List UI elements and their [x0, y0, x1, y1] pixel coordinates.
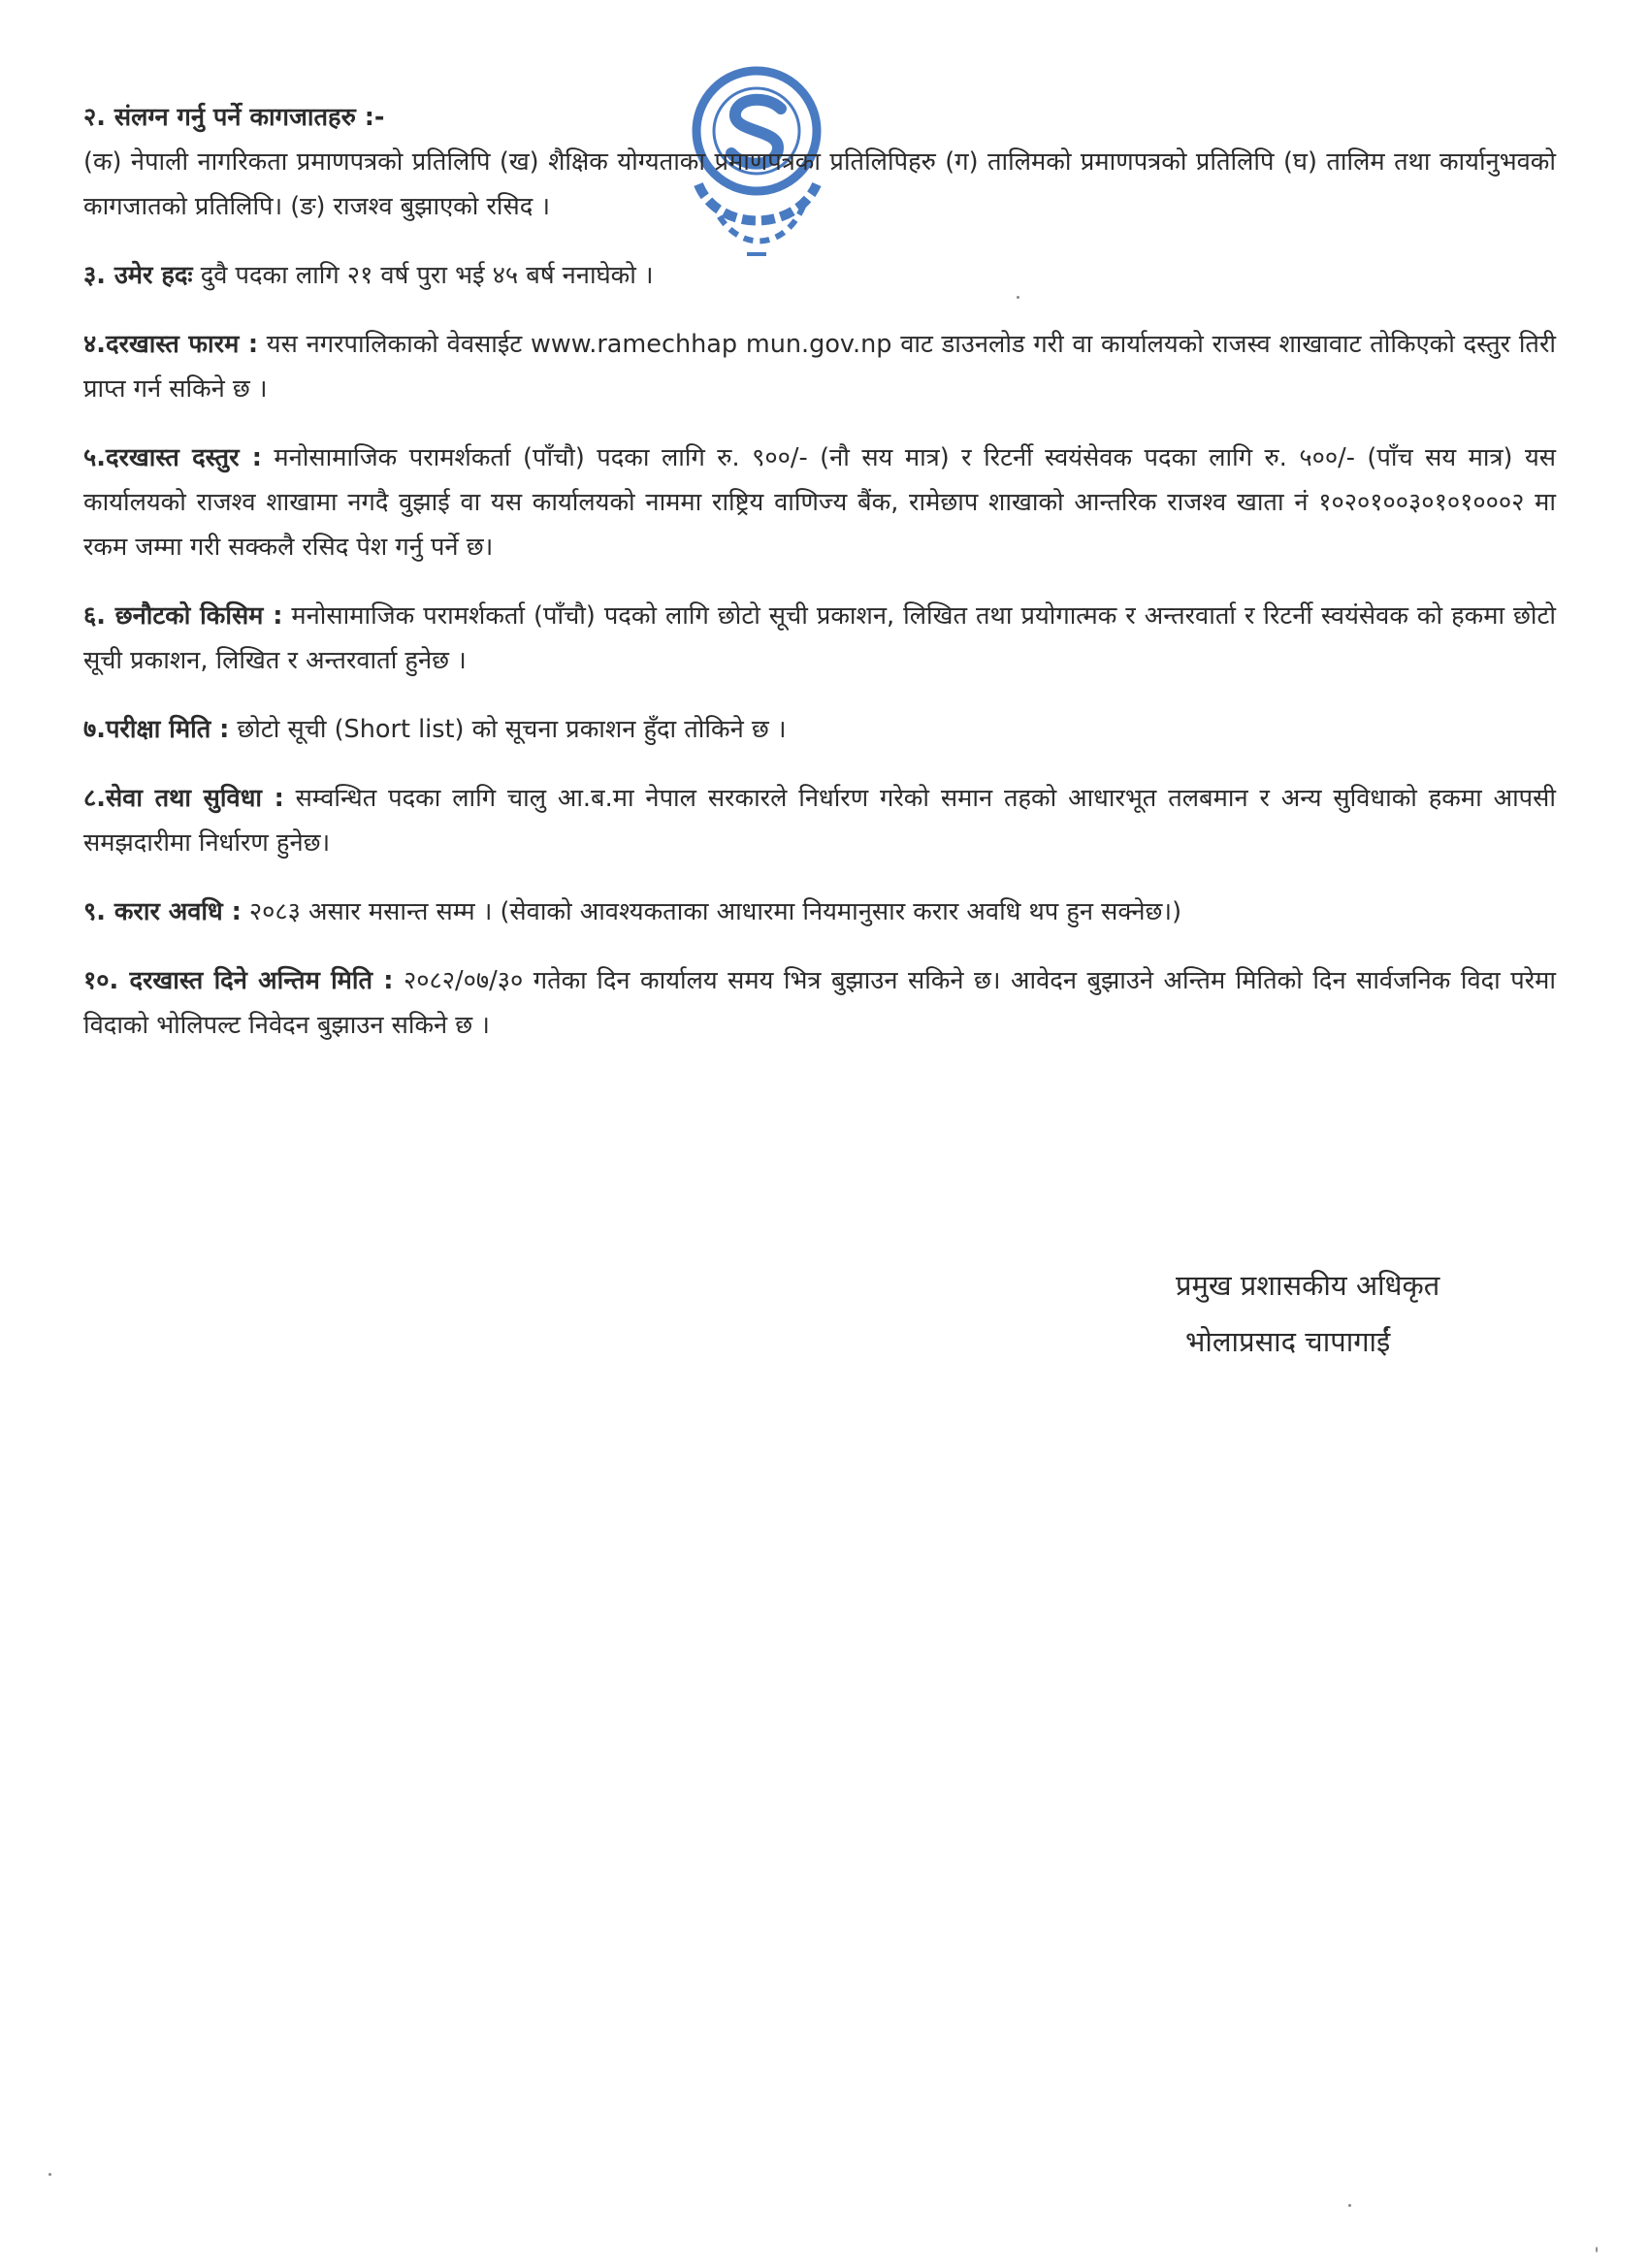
section-text: छोटो सूची (Short list) को सूचना प्रकाशन हुँदा तोकिने छ ।: [229, 715, 787, 744]
section-label: ७.परीक्षा मिति :: [83, 715, 230, 744]
scan-speck: [1348, 2204, 1351, 2207]
section-text: २०८२/०७/३० गतेका दिन कार्यालय समय भित्र बुझाउन सकिने छ। आवेदन बुझाउने अन्तिम मितिको दिन सार्वजनिक विदा परेमा विदाको भोलिपल्ट निवेदन बुझाउन सकिने छ ।: [83, 966, 1557, 1040]
section-text: सम्वन्धित पदका लागि चालु आ.ब.मा नेपाल सरकारले निर्धारण गरेको समान तहको आधारभूत तलबमान र अन्य सुविधाको हकमा आपसी समझदारीमा निर्धारण हुनेछ।: [83, 784, 1556, 858]
section-5: [83, 436, 1556, 569]
signatory-title: प्रमुख प्रशासकीय अधिकृत: [1176, 1269, 1440, 1302]
section-text: यस नगरपालिकाको वेवसाईट www.ramechhap mun.gov.np वाट डाउनलोड गरी वा कार्यालयको राजस्व शाखावाट तोकिएको दस्तुर तिरी प्राप्त गर्न सकिने छ ।: [83, 330, 1556, 404]
section-text: (क) नेपाली नागरिकता प्रमाणपत्रको प्रतिलिपि (ख) शैक्षिक योग्यताका प्रमाणपत्रका प्रतिलिपिहरु (ग) तालिमको प्रमाणपत्रको प्रतिलिपि (घ) तालिम तथा कार्यानुभवको कागजातको प्रतिलिपि। (ङ) राजश्व बुझाएको रसिद ।: [83, 147, 1556, 221]
section-8: [83, 776, 1556, 865]
section-label: ३. उमेर हदः: [83, 261, 193, 290]
section-2: [83, 95, 1556, 229]
section-label: ४.दरखास्त फारम :: [83, 330, 259, 359]
section-7: [83, 707, 1556, 752]
section-label: १०. दरखास्त दिने अन्तिम मिति :: [83, 966, 394, 995]
section-heading: २. संलग्न गर्नु पर्ने कागजातहरु :-: [83, 103, 385, 132]
scan-speck: [48, 2173, 51, 2176]
section-label: ६. छनौटको किसिम :: [83, 601, 283, 631]
scan-speck: [1596, 2247, 1598, 2252]
section-label: ९. करार अवधि :: [83, 897, 242, 926]
section-6: [83, 594, 1556, 683]
scan-speck: [1017, 296, 1019, 299]
notice-body: [83, 95, 1556, 1072]
section-label: ५.दरखास्त दस्तुर :: [83, 443, 262, 472]
section-text: मनोसामाजिक परामर्शकर्ता (पाँचौ) पदको लागि छोटो सूची प्रकाशन, लिखित तथा प्रयोगात्मक र अन्तरवार्ता र रिटर्नी स्वयंसेवक को हकमा छोटो सूची प्रकाशन, लिखित र अन्तरवार्ता हुनेछ ।: [83, 601, 1556, 675]
section-text: दुवै पदका लागि २१ वर्ष पुरा भई ४५ बर्ष ननाघेको ।: [192, 261, 654, 290]
signature-block: [1176, 1257, 1439, 1370]
section-label: ८.सेवा तथा सुविधा :: [83, 784, 284, 813]
section-4: [83, 322, 1556, 411]
section-9: [83, 890, 1556, 934]
section-3: [83, 253, 1556, 298]
section-text: २०८३ असार मसान्त सम्म । (सेवाको आवश्यकताका आधारमा नियमानुसार करार अवधि थप हुन सक्नेछ।): [241, 897, 1182, 926]
section-text: मनोसामाजिक परामर्शकर्ता (पाँचौ) पदका लागि रु. ९००/- (नौ सय मात्र) र रिटर्नी स्वयंसेवक पदका लागि रु. ५००/- (पाँच सय मात्र) यस कार्यालयको राजश्व शाखामा नगदै वुझाई वा यस कार्यालयको नाममा राष्ट्रिय वाणिज्य बैंक, रामेछाप शाखाको आन्तरिक राजश्व खाता नं १०२०१००३०१०१०००२ मा रकम जम्मा गरी सक्कलै रसिद पेश गर्नु पर्ने छ।: [83, 443, 1556, 562]
section-10: [83, 958, 1556, 1048]
signatory-name: भोलाप्रसाद चापागाईं: [1185, 1325, 1391, 1358]
